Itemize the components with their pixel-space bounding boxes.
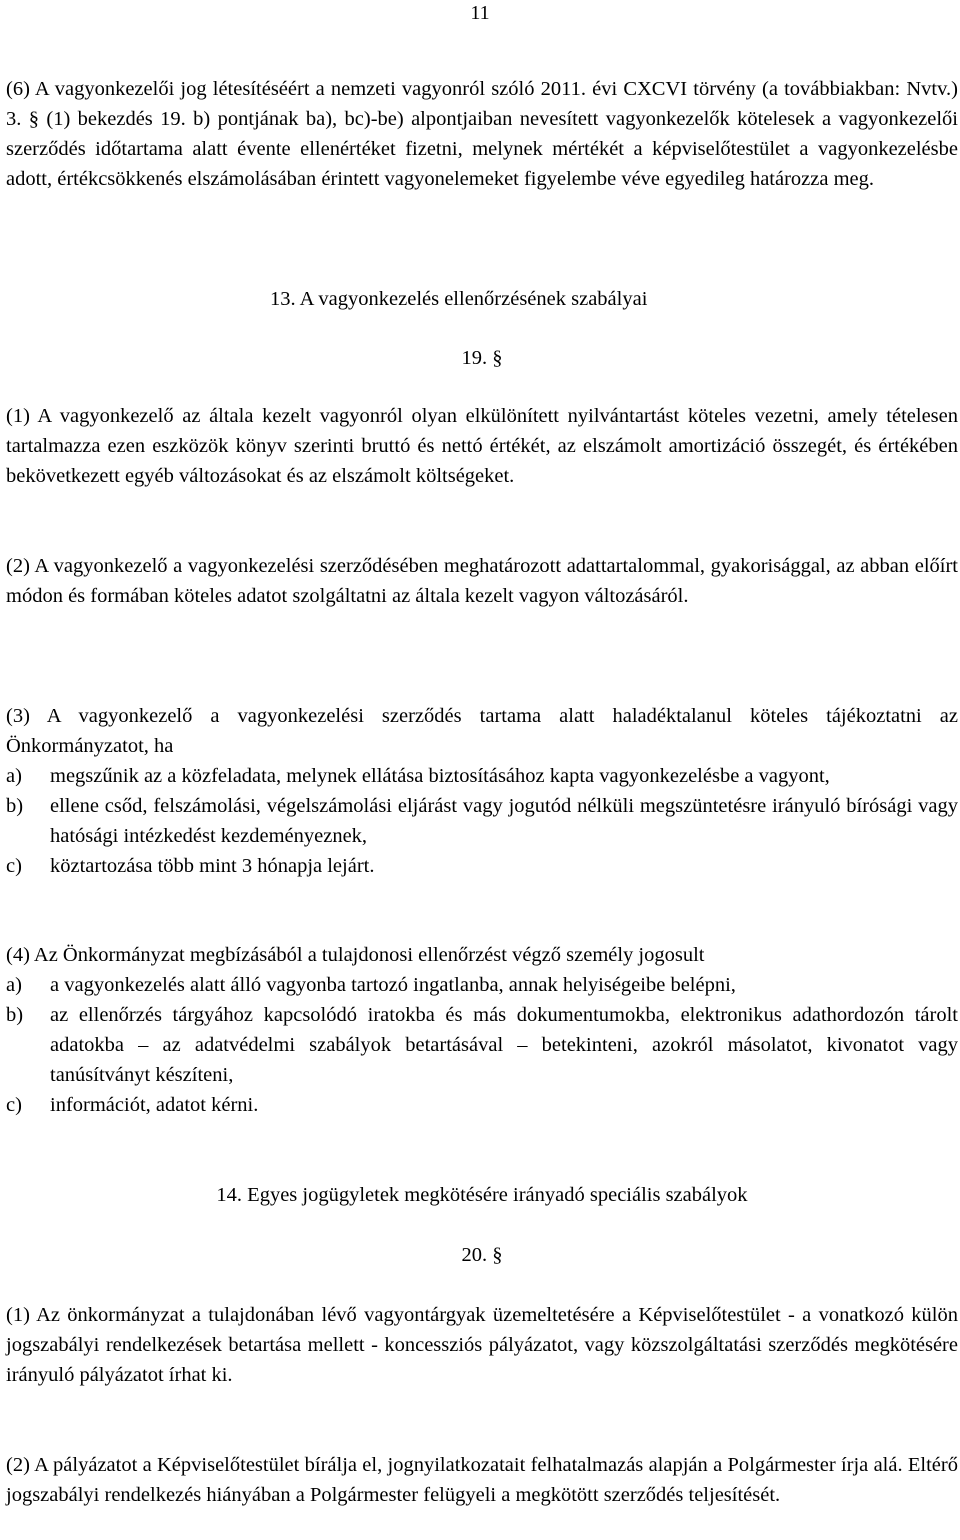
list-item-text: az ellenőrzés tárgyához kapcsolódó iratokba és más dokumentumokba, elektronikus adathordozón tárolt adatokba – az adatvédelmi szabályok betartásával – betekinteni, azokról másolatot, kivonatot vagy tanúsítványt készíteni, bbox=[50, 1004, 958, 1086]
list-item-text: a vagyonkezelés alatt álló vagyonba tartozó ingatlanba, annak helyiségeibe belépni, bbox=[50, 974, 736, 996]
section-20-title: 20. § bbox=[461, 1244, 503, 1266]
list-item-label: b) bbox=[6, 1004, 24, 1026]
heading-14: 14. Egyes jogügyletek megkötésére irányadó speciális szabályok bbox=[216, 1184, 748, 1206]
s19-paragraph-4-intro: (4) Az Önkormányzat megbízásából a tulajdonosi ellenőrzést végző személy jogosult bbox=[6, 944, 705, 966]
list-item-label: c) bbox=[6, 1094, 22, 1116]
list-item-label: b) bbox=[6, 795, 24, 817]
list-item-text: információt, adatot kérni. bbox=[50, 1094, 259, 1116]
list-item-text: köztartozása több mint 3 hónapja lejárt. bbox=[50, 855, 375, 877]
s19-paragraph-3-list bbox=[6, 761, 958, 881]
list-item bbox=[6, 791, 958, 851]
s20-paragraph-1: (1) Az önkormányzat a tulajdonában lévő vagyontárgyak üzemeltetésére a Képviselőtestület - a vonatkozó külön jogszabályi rendelkezések betartása mellett - koncessziós pályázatot, vagy közszolgáltatási szerződés megkötésére irányuló pályázatot írhat ki. bbox=[6, 1304, 958, 1386]
s19-paragraph-2: (2) A vagyonkezelő a vagyonkezelési szerződésében meghatározott adattartalommal, gyakorisággal, az abban előírt módon és formában köteles adatot szolgáltatni az általa kezelt vagyon változásáról. bbox=[6, 555, 958, 607]
s19-paragraph-3-intro: (3) A vagyonkezelő a vagyonkezelési szerződés tartama alatt haladéktalanul köteles tájékoztatni az Önkormányzatot, ha bbox=[6, 705, 958, 757]
s19-paragraph-4-list bbox=[6, 970, 958, 1120]
list-item-label: a) bbox=[6, 765, 22, 787]
list-item-text: ellene csőd, felszámolási, végelszámolási eljárást vagy jogutód nélküli megszüntetésre irányuló bírósági vagy hatósági intézkedést kezdeményeznek, bbox=[50, 795, 958, 847]
list-item-text: megszűnik az a közfeladata, melynek ellátása biztosításához kapta vagyonkezelésbe a vagyont, bbox=[50, 765, 830, 787]
s19-paragraph-3 bbox=[6, 701, 958, 881]
s20-paragraph-2: (2) A pályázatot a Képviselőtestület bírálja el, jognyilatkozatait felhatalmazás alapján a Polgármester írja alá. Eltérő jogszabályi rendelkezés hiányában a Polgármester felügyeli a megkötött szerződés teljesítését. bbox=[6, 1454, 958, 1506]
paragraph-6: (6) A vagyonkezelői jog létesítéséért a nemzeti vagyonról szóló 2011. évi CXCVI törvény (a továbbiakban: Nvtv.) 3. § (1) bekezdés 19. b) pontjának ba), bc)-be) alpontjaiban nevesített vagyonkezelők kötelesek a vagyonkezelői szerződés időtartama alatt évente ellenértéket fizetni, melynek mértékét a képviselőtestület a vagyonkezelésbe adott, értékcsökkenés elszámolásában érintett vagyonelemeket figyelembe véve egyedileg határozza meg. bbox=[6, 78, 958, 190]
list-item bbox=[6, 851, 958, 881]
list-item bbox=[6, 970, 958, 1000]
section-19-title: 19. § bbox=[461, 347, 503, 369]
page-number: 11 bbox=[470, 2, 490, 24]
s19-paragraph-1: (1) A vagyonkezelő az általa kezelt vagyonról olyan elkülönített nyilvántartást köteles vezetni, amely tételesen tartalmazza ezen eszközök könyv szerinti bruttó és nettó értékét, az elszámolt amortizáció összegét, és értékében bekövetkezett egyéb változásokat és az elszámolt költségeket. bbox=[6, 405, 958, 487]
list-item-label: c) bbox=[6, 855, 22, 877]
list-item-label: a) bbox=[6, 974, 22, 996]
s19-paragraph-4 bbox=[6, 940, 958, 1120]
list-item bbox=[6, 761, 958, 791]
list-item bbox=[6, 1090, 958, 1120]
list-item bbox=[6, 1000, 958, 1090]
heading-13: 13. A vagyonkezelés ellenőrzésének szabályai bbox=[270, 288, 648, 310]
